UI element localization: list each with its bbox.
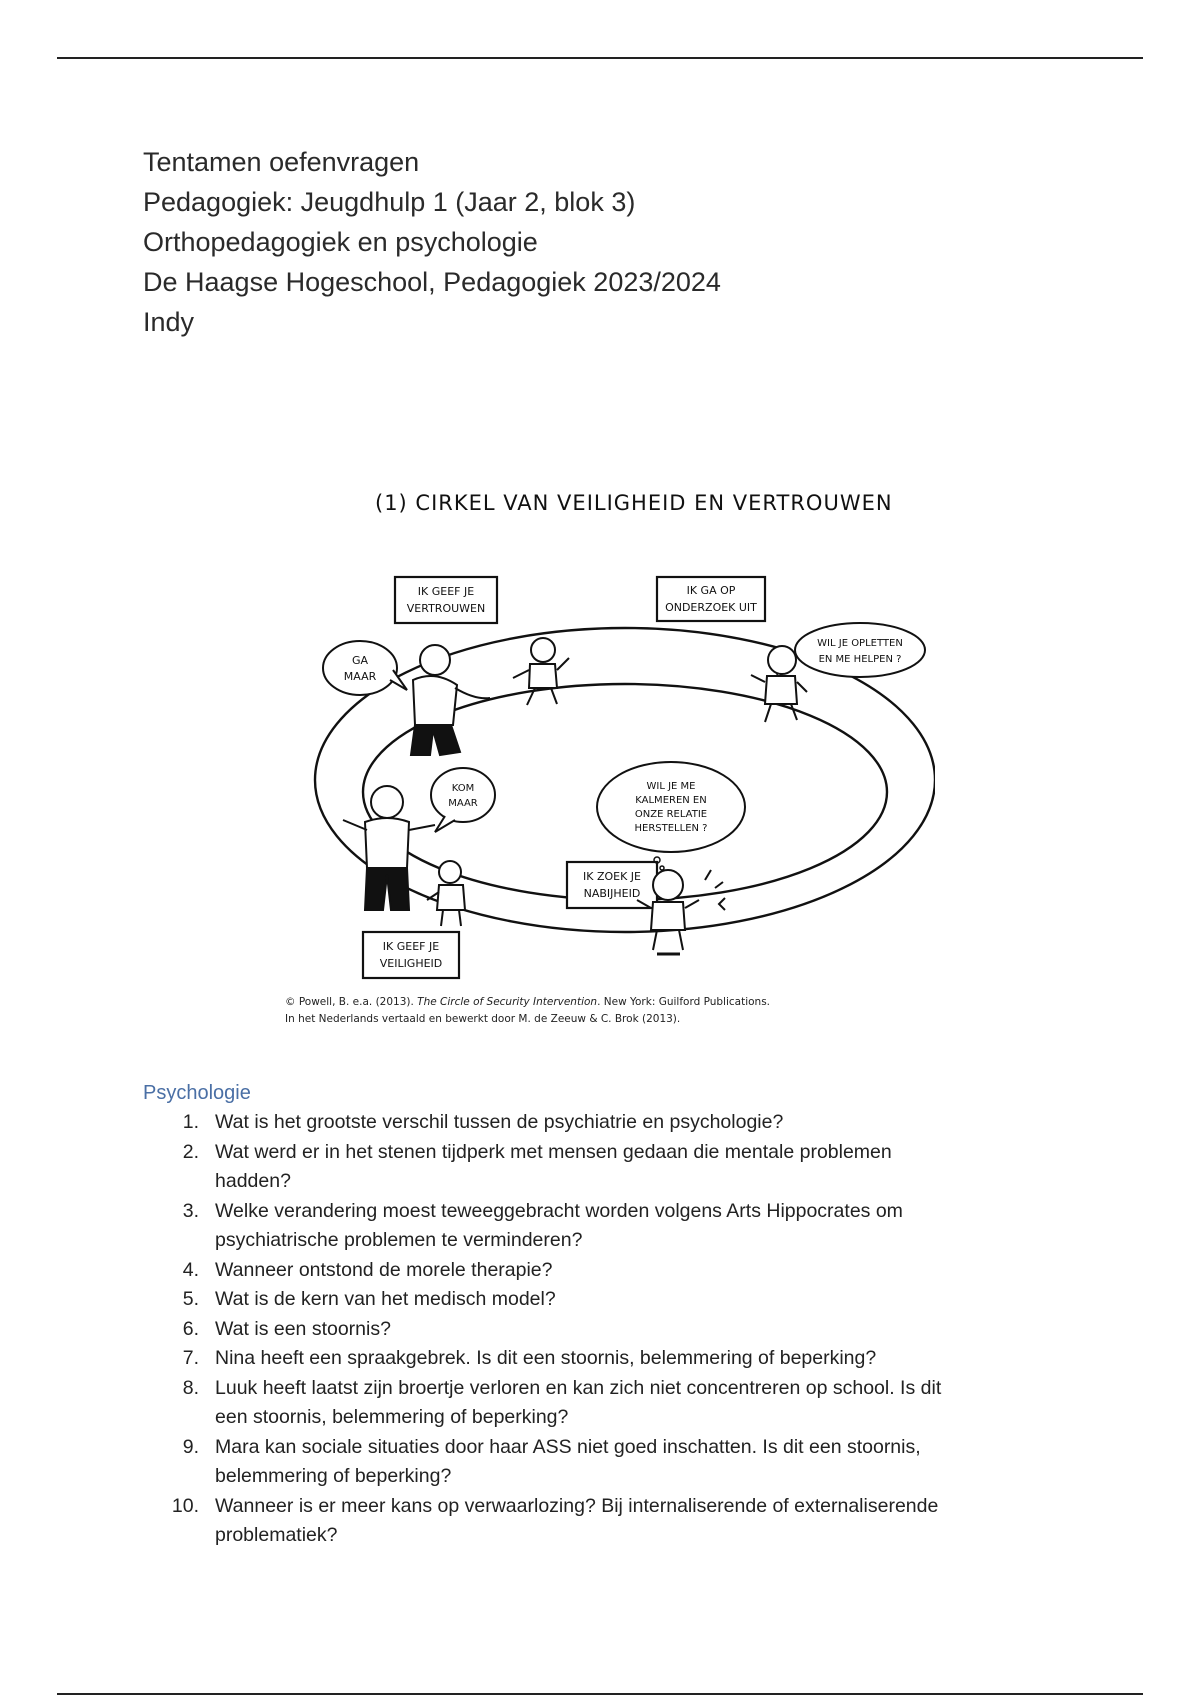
top-rule	[57, 57, 1143, 59]
svg-text:MAAR: MAAR	[448, 798, 478, 809]
figure-credit-line-1: © Powell, B. e.a. (2013). The Circle of Security Intervention. New York: Guilford Publications.	[285, 996, 771, 1008]
question-item: 10. Wanneer is er meer kans op verwaarlozing? Bij internaliserende of externaliserende problematiek?	[171, 1494, 939, 1546]
svg-text:WIL JE ME: WIL JE ME	[646, 781, 696, 792]
question-item: 2. Wat werd er in het stenen tijdperk met mensen gedaan die mentale problemen hadden?	[182, 1140, 892, 1192]
label-box-veiligheid	[363, 932, 459, 978]
question-item: 1. Wat is het grootste verschil tussen de psychiatrie en psychologie?	[182, 1111, 784, 1133]
adult-figure-bottom	[343, 786, 435, 910]
svg-text:MAAR: MAAR	[343, 670, 377, 683]
question-item: 5. Wat is de kern van het medisch model?	[182, 1288, 556, 1310]
adult-figure-top	[411, 645, 490, 755]
svg-text:WIL JE OPLETTEN: WIL JE OPLETTEN	[817, 638, 903, 649]
question-item: 8. Luuk heeft laatst zijn broertje verloren en kan zich niet concentreren op school. Is dit een stoornis, belemmering of beperking?	[182, 1376, 942, 1428]
svg-text:ONDERZOEK UIT: ONDERZOEK UIT	[665, 601, 757, 614]
document-header	[143, 142, 721, 342]
question-item: 3. Welke verandering moest teweeggebracht worden volgens Arts Hippocrates om psychiatrische problemen te verminderen?	[182, 1199, 903, 1251]
question-item: 7. Nina heeft een spraakgebrek. Is dit een stoornis, belemmering of beperking?	[182, 1347, 877, 1369]
question-list	[143, 1108, 1063, 1551]
circle-of-security-figure	[285, 480, 935, 1040]
svg-text:IK GEEF JE: IK GEEF JE	[417, 585, 475, 598]
question-item: 4. Wanneer ontstond de morele therapie?	[182, 1258, 553, 1281]
svg-text:VEILIGHEID: VEILIGHEID	[379, 957, 443, 970]
question-item: 9. Mara kan sociale situaties door haar ASS niet goed inschatten. Is dit een stoornis, belemmering of beperking?	[182, 1435, 921, 1487]
figure-title: (1) CIRKEL VAN VEILIGHEID EN VERTROUWEN	[375, 491, 893, 515]
child-figure-top	[513, 638, 569, 705]
header-line-school: De Haagse Hogeschool, Pedagogiek 2023/2024	[143, 267, 721, 297]
svg-text:IK GEEF JE: IK GEEF JE	[382, 940, 440, 953]
question-item: 6. Wat is een stoornis?	[182, 1317, 391, 1340]
svg-text:ONZE RELATIE: ONZE RELATIE	[634, 809, 708, 820]
label-box-nabijheid	[567, 862, 657, 908]
child-figure-bottom	[427, 861, 465, 926]
circle-of-security-illustration	[285, 480, 935, 1040]
header-line-subject: Orthopedagogiek en psychologie	[143, 227, 538, 257]
svg-text:IK GA OP: IK GA OP	[686, 584, 736, 597]
svg-text:KALMEREN EN: KALMEREN EN	[635, 795, 707, 806]
speech-bubble-kalmeren	[597, 762, 745, 870]
svg-text:KOM: KOM	[451, 783, 475, 794]
svg-text:IK ZOEK JE: IK ZOEK JE	[582, 870, 642, 883]
svg-text:EN ME HELPEN ?: EN ME HELPEN ?	[818, 654, 902, 665]
svg-text:VERTROUWEN: VERTROUWEN	[406, 602, 486, 615]
header-line-title: Tentamen oefenvragen	[143, 147, 420, 177]
svg-text:HERSTELLEN ?: HERSTELLEN ?	[634, 823, 708, 834]
header-line-course: Pedagogiek: Jeugdhulp 1 (Jaar 2, blok 3)	[143, 187, 636, 217]
svg-text:GA: GA	[351, 654, 369, 667]
label-box-vertrouwen	[395, 577, 497, 623]
bottom-rule	[57, 1693, 1143, 1695]
speech-bubble-ga-maar	[323, 641, 407, 695]
speech-bubble-kom-maar	[431, 768, 495, 832]
svg-text:NABIJHEID: NABIJHEID	[583, 887, 641, 900]
speech-bubble-opletten	[777, 623, 925, 677]
header-line-author: Indy	[143, 307, 195, 337]
figure-credit-line-2: In het Nederlands vertaald en bewerkt door M. de Zeeuw & C. Brok (2013).	[285, 1013, 681, 1025]
section-title-psychologie: Psychologie	[143, 1082, 251, 1104]
label-box-onderzoek	[657, 577, 765, 621]
